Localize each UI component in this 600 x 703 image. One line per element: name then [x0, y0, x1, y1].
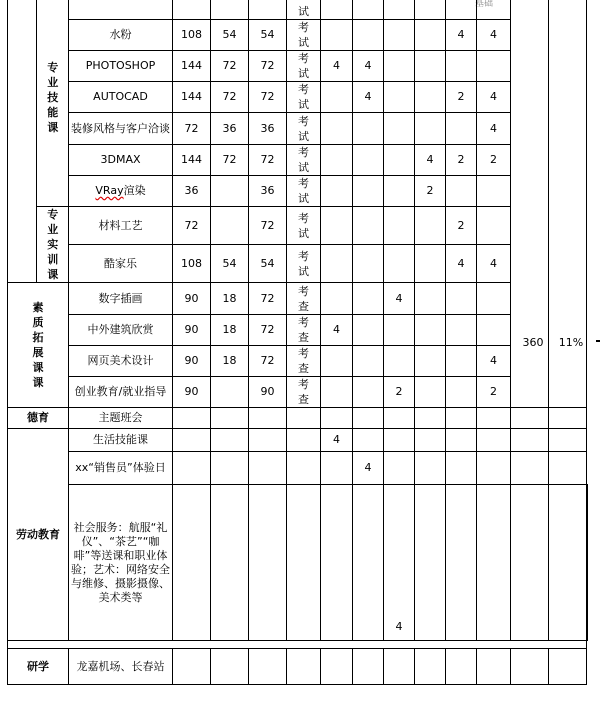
semester-cell [415, 51, 446, 82]
table-row [8, 641, 588, 649]
semester-cell [353, 377, 384, 408]
empty-cell [511, 485, 549, 641]
total-hours: 108 [173, 20, 211, 51]
semester-cell [477, 315, 511, 346]
empty-cell [249, 485, 287, 641]
semester-cell: 2 [446, 82, 477, 113]
table-row [8, 408, 588, 429]
semester-cell [446, 283, 477, 315]
theory-hours: 18 [211, 315, 249, 346]
category-labor: 劳动教育 [8, 429, 69, 641]
course-name-suffix: 渲染 [123, 184, 146, 197]
course-name: 水粉 [69, 20, 173, 51]
semester-cell [477, 283, 511, 315]
table-row [8, 207, 588, 245]
exam-type: 考试 [287, 176, 321, 207]
semester-cell [446, 176, 477, 207]
empty-cell [211, 649, 249, 685]
empty-cell [249, 649, 287, 685]
semester-cell [415, 346, 446, 377]
semester-cell: 4 [477, 113, 511, 145]
empty-cell [549, 408, 587, 429]
semester-cell [321, 20, 353, 51]
semester-cell [384, 207, 415, 245]
empty-cell [353, 408, 384, 429]
course-name: 创业教育/就业指导 [69, 377, 173, 408]
semester-cell [353, 245, 384, 283]
table-row [8, 429, 588, 452]
theory-hours [211, 0, 249, 20]
empty-cell [249, 429, 287, 452]
semester-cell [321, 346, 353, 377]
exam-type: 考查 [287, 377, 321, 408]
course-name: 龙嘉机场、长春站 [69, 649, 173, 685]
course-name: 生活技能课 [69, 429, 173, 452]
exam-type: 考试 [287, 145, 321, 176]
semester-cell [384, 20, 415, 51]
semester-cell [415, 20, 446, 51]
semester-cell [353, 315, 384, 346]
table-row [8, 346, 588, 377]
course-name: 社会服务：航服“礼仪”、“茶艺”“咖啡”等送课和职业体验；艺术：网络安全与维修、摄影摄像、美术类等 [69, 485, 173, 641]
semester-cell: 4 [415, 145, 446, 176]
empty-cell [477, 649, 511, 685]
table-edge-mark [596, 340, 600, 342]
semester-cell [321, 113, 353, 145]
exam-type: 考试 [287, 245, 321, 283]
semester-cell: 4 [477, 82, 511, 113]
semester-cell [353, 20, 384, 51]
empty-cell [173, 649, 211, 685]
empty-cell [446, 649, 477, 685]
empty-cell [477, 429, 511, 452]
course-name [69, 0, 173, 20]
course-name: AUTOCAD [69, 82, 173, 113]
semester-cell [353, 346, 384, 377]
empty-cell [549, 485, 587, 641]
table-row [8, 452, 588, 485]
semester-cell [446, 315, 477, 346]
empty-cell [384, 408, 415, 429]
semester-cell [415, 315, 446, 346]
semester-cell [446, 0, 477, 20]
empty-cell [173, 429, 211, 452]
semester-cell: 4 [384, 283, 415, 315]
empty-cell [549, 649, 587, 685]
empty-cell [211, 429, 249, 452]
total-hours: 90 [173, 283, 211, 315]
exam-type: 考试 [287, 82, 321, 113]
practice-hours: 54 [249, 245, 287, 283]
empty-cell [287, 649, 321, 685]
empty-cell [446, 452, 477, 485]
vray-underlined-text: VRay [95, 184, 124, 197]
semester-cell [446, 377, 477, 408]
empty-cell [287, 408, 321, 429]
empty-cell [415, 485, 446, 641]
total-hours: 144 [173, 51, 211, 82]
practice-hours: 72 [249, 82, 287, 113]
semester-cell: 4 [353, 51, 384, 82]
empty-cell [321, 452, 353, 485]
semester-cell [321, 145, 353, 176]
practice-hours [249, 0, 287, 20]
semester-cell [353, 283, 384, 315]
exam-type: 考试 [287, 51, 321, 82]
theory-hours [211, 176, 249, 207]
category-blank-cell [8, 0, 37, 283]
semester-cell [321, 207, 353, 245]
course-name: PHOTOSHOP [69, 51, 173, 82]
practice-hours: 54 [249, 20, 287, 51]
empty-cell [549, 452, 587, 485]
semester-cell [415, 245, 446, 283]
empty-cell [353, 649, 384, 685]
practice-hours: 72 [249, 346, 287, 377]
empty-cell [446, 408, 477, 429]
theory-hours [211, 207, 249, 245]
semester-cell [321, 283, 353, 315]
table-row [8, 145, 588, 176]
empty-cell [249, 408, 287, 429]
semester-cell [446, 346, 477, 377]
semester-cell [415, 283, 446, 315]
course-name: 主题班会 [69, 408, 173, 429]
semester-cell [415, 207, 446, 245]
summary-hours: 360 [522, 336, 544, 349]
semester-cell: 2 [415, 176, 446, 207]
empty-cell [511, 429, 549, 452]
semester-cell: 2 [446, 207, 477, 245]
course-name: 装修风格与客户洽谈 [69, 113, 173, 145]
total-hours: 144 [173, 145, 211, 176]
table-row [8, 0, 588, 20]
empty-cell [211, 485, 249, 641]
theory-hours: 72 [211, 51, 249, 82]
semester-cell [477, 176, 511, 207]
empty-cell [353, 429, 384, 452]
table-row [8, 245, 588, 283]
gap-row [8, 641, 587, 649]
theory-hours: 54 [211, 20, 249, 51]
semester-cell [446, 113, 477, 145]
total-hours: 108 [173, 245, 211, 283]
exam-type: 考查 [287, 283, 321, 315]
total-hours: 144 [173, 82, 211, 113]
total-hours [173, 0, 211, 20]
empty-cell [415, 649, 446, 685]
exam-type: 考试 [287, 20, 321, 51]
semester-cell [384, 145, 415, 176]
empty-cell [477, 485, 511, 641]
empty-cell [384, 429, 415, 452]
semester-cell [415, 0, 446, 20]
empty-cell [287, 429, 321, 452]
semester-cell [477, 0, 511, 20]
table-row [8, 315, 588, 346]
category-moral: 德育 [8, 408, 69, 429]
semester-cell [384, 82, 415, 113]
theory-hours: 54 [211, 245, 249, 283]
semester-cell [321, 0, 353, 20]
semester-cell [477, 207, 511, 245]
empty-cell [321, 408, 353, 429]
category-quality-expansion: 素质拓展课课 [8, 283, 69, 408]
empty-cell [384, 452, 415, 485]
semester-cell [353, 207, 384, 245]
table-row [8, 20, 588, 51]
semester-cell [353, 145, 384, 176]
semester-cell: 4 [321, 429, 353, 452]
semester-cell [321, 245, 353, 283]
semester-cell: 4 [477, 346, 511, 377]
semester-cell [477, 51, 511, 82]
semester-cell: 4 [321, 315, 353, 346]
semester-cell [353, 0, 384, 20]
curriculum-table [7, 0, 588, 685]
practice-hours: 72 [249, 283, 287, 315]
table-row [8, 485, 588, 641]
empty-cell [511, 408, 549, 429]
semester-cell [384, 113, 415, 145]
course-name: 材料工艺 [69, 207, 173, 245]
semester-cell [384, 245, 415, 283]
empty-cell [211, 452, 249, 485]
empty-cell [415, 408, 446, 429]
total-hours: 72 [173, 207, 211, 245]
theory-hours: 72 [211, 145, 249, 176]
semester-cell: 4 [446, 245, 477, 283]
category-research: 研学 [8, 649, 69, 685]
category-professional-skill: 专业技能课 [37, 0, 69, 207]
empty-cell [173, 452, 211, 485]
semester-cell [384, 176, 415, 207]
empty-cell [249, 452, 287, 485]
theory-hours: 18 [211, 346, 249, 377]
header-fragment: 基础 [475, 0, 494, 9]
empty-cell [446, 429, 477, 452]
practice-hours: 72 [249, 315, 287, 346]
total-hours: 90 [173, 377, 211, 408]
empty-cell [173, 408, 211, 429]
theory-hours: 18 [211, 283, 249, 315]
semester-cell: 2 [477, 145, 511, 176]
empty-cell [549, 429, 587, 452]
semester-cell [415, 82, 446, 113]
practice-hours: 36 [249, 176, 287, 207]
empty-cell [287, 485, 321, 641]
exam-type: 考查 [287, 346, 321, 377]
semester-cell: 4 [384, 485, 415, 641]
semester-cell: 2 [477, 377, 511, 408]
semester-cell [321, 176, 353, 207]
total-hours: 90 [173, 315, 211, 346]
semester-cell: 4 [321, 51, 353, 82]
course-name: 网页美术设计 [69, 346, 173, 377]
exam-type: 考试 [287, 113, 321, 145]
empty-cell [446, 485, 477, 641]
table-row [8, 113, 588, 145]
table-row [8, 51, 588, 82]
semester-cell [446, 51, 477, 82]
semester-cell [321, 377, 353, 408]
exam-type: 考查 [287, 315, 321, 346]
course-name: 3DMAX [69, 145, 173, 176]
semester-cell [415, 377, 446, 408]
table-row [8, 82, 588, 113]
empty-cell [321, 649, 353, 685]
empty-cell [477, 452, 511, 485]
semester-cell [384, 0, 415, 20]
table-row [8, 649, 588, 685]
empty-cell [511, 452, 549, 485]
exam-type: 试 [287, 0, 321, 20]
total-hours: 36 [173, 176, 211, 207]
semester-cell: 4 [477, 20, 511, 51]
course-name: 酷家乐 [69, 245, 173, 283]
semester-cell [384, 51, 415, 82]
empty-cell [477, 408, 511, 429]
course-name: xx“销售员”体验日 [69, 452, 173, 485]
table-row [8, 176, 588, 207]
practice-hours: 72 [249, 207, 287, 245]
empty-cell [384, 649, 415, 685]
empty-cell [211, 408, 249, 429]
semester-cell: 2 [384, 377, 415, 408]
semester-cell: 4 [353, 82, 384, 113]
practice-hours: 72 [249, 145, 287, 176]
empty-cell [353, 485, 384, 641]
empty-cell [173, 485, 211, 641]
total-hours: 72 [173, 113, 211, 145]
practice-hours: 90 [249, 377, 287, 408]
empty-cell [321, 485, 353, 641]
table-row [8, 283, 588, 315]
semester-cell [353, 176, 384, 207]
semester-cell [384, 315, 415, 346]
theory-hours: 72 [211, 82, 249, 113]
semester-cell [384, 346, 415, 377]
semester-cell: 4 [446, 20, 477, 51]
total-hours: 90 [173, 346, 211, 377]
theory-hours: 36 [211, 113, 249, 145]
semester-cell: 4 [477, 245, 511, 283]
category-professional-training: 专业实训课 [37, 207, 69, 283]
course-name: 中外建筑欣赏 [69, 315, 173, 346]
summary-percent: 11% [558, 336, 584, 349]
practice-hours: 72 [249, 51, 287, 82]
semester-cell [353, 113, 384, 145]
empty-cell [511, 649, 549, 685]
exam-type: 考试 [287, 207, 321, 245]
course-name [69, 176, 173, 207]
semester-cell [321, 82, 353, 113]
table-row [8, 377, 588, 408]
semester-cell: 2 [446, 145, 477, 176]
theory-hours [211, 377, 249, 408]
semester-cell [415, 113, 446, 145]
empty-cell [287, 452, 321, 485]
empty-cell [415, 452, 446, 485]
practice-hours: 36 [249, 113, 287, 145]
semester-cell: 4 [353, 452, 384, 485]
course-name: 数字插画 [69, 283, 173, 315]
empty-cell [587, 485, 588, 641]
empty-cell [415, 429, 446, 452]
